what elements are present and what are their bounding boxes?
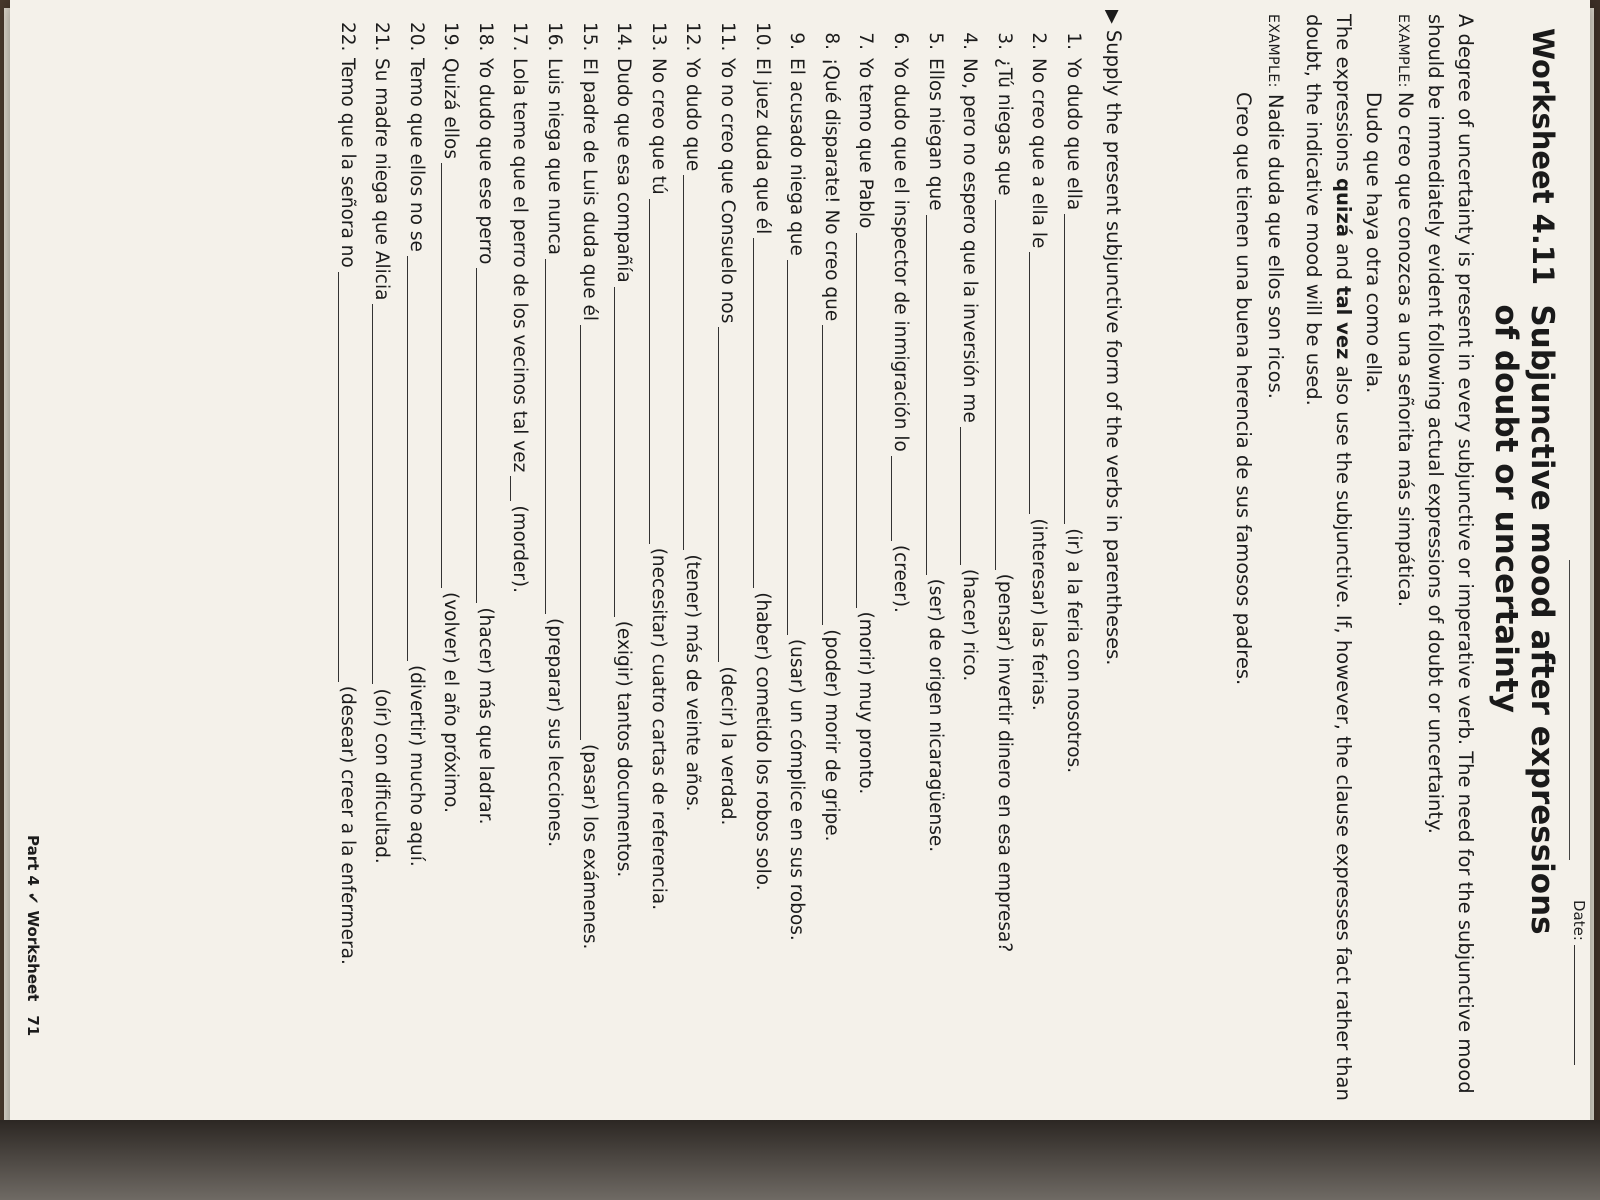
item-verb-hint: (tener) más de veinte años. [682, 554, 704, 812]
item-prompt: Yo no creo que Consuelo nos [717, 58, 739, 324]
item-number: 2. [1028, 32, 1050, 50]
item-verb-hint: (volver) el año próximo. [440, 591, 462, 813]
answer-blank[interactable] [822, 325, 845, 625]
item-prompt: ¿Tú niegas que [993, 58, 1015, 196]
item-number: 16. [544, 22, 566, 52]
item-number: 3. [993, 32, 1015, 50]
item-verb-hint: (hacer) más que ladrar. [474, 607, 496, 825]
item-verb-hint: (pasar) los exámenes. [578, 744, 600, 950]
exercise-item [744, 22, 779, 1142]
item-number: 22. [336, 22, 358, 52]
item-number: 13. [647, 22, 669, 52]
para2-text-c: also use the subjunctive. If, however, the clause expresses fact rather than doubt, the indicative mood will be used. [1302, 14, 1355, 1101]
item-prompt: No, pero no espero que la inversión me [959, 58, 981, 423]
item-prompt: El juez duda que él [751, 58, 773, 235]
item-prompt: El acusado niega que [786, 58, 808, 256]
page-footer [24, 835, 42, 1036]
exercise-item [329, 22, 364, 1142]
item-number: 1. [1063, 32, 1084, 50]
instructions-text: Supply the present subjunctive form of the verbs in parentheses. [1102, 29, 1125, 666]
answer-blank[interactable] [995, 200, 1018, 570]
para2-text-b: and [1332, 237, 1355, 287]
intro-section [1228, 14, 1480, 1134]
item-verb-hint: (haber) cometido los robos solo. [751, 592, 773, 891]
answer-blank[interactable] [580, 325, 603, 740]
answer-blank[interactable] [718, 327, 741, 662]
footer-part: Part 4 [24, 835, 42, 886]
item-number: 5. [924, 32, 946, 50]
item-prompt: No creo que a ella le [1028, 58, 1050, 249]
answer-blank[interactable] [1029, 252, 1052, 514]
item-verb-hint: (pensar) invertir dinero en esa empresa? [993, 573, 1015, 953]
exercise-item [917, 22, 952, 1142]
item-number: 4. [959, 32, 981, 50]
exercise-item [606, 22, 641, 1142]
item-prompt: Temo que la señora no [336, 58, 358, 268]
item-verb-hint: (exigir) tantos documentos. [613, 620, 635, 878]
intro-paragraph-1: A degree of uncertainty is present in every subjunctive or imperative verb. The need for the subjunctive mood should be immediately evident following actual expressions of doubt or uncertainty. [1424, 14, 1477, 1094]
answer-blank[interactable] [683, 175, 706, 550]
item-number: 17. [509, 22, 531, 52]
item-verb-hint: (ir) a la feria con nosotros. [1063, 528, 1084, 774]
date-blank [1574, 945, 1575, 1065]
page-number: 71 [24, 1015, 42, 1037]
example-2-line-1: Nadie duda que ellos son ricos. [1264, 94, 1287, 399]
answer-blank[interactable] [372, 304, 395, 684]
item-verb-hint: (decir) la verdad. [717, 666, 739, 826]
intro-paragraph-2 [1298, 14, 1358, 1134]
name-line [1569, 560, 1570, 860]
answer-blank[interactable] [753, 238, 776, 588]
exercise-item [398, 22, 433, 1142]
item-prompt: Ellos niegan que [924, 58, 946, 211]
example-2-line-2: Creo que tienen una buena herencia de sus famosos padres. [1232, 92, 1255, 686]
answer-blank[interactable] [787, 260, 810, 635]
item-prompt: Yo dudo que [682, 58, 704, 172]
item-verb-hint: (ser) de origen nicaragüense. [924, 578, 946, 853]
worksheet-heading: Subjunctive mood after expressions of doubt or uncertainty [1488, 304, 1560, 935]
item-verb-hint: (oír) con dificultad. [371, 688, 393, 864]
worksheet-title [1488, 28, 1560, 1128]
worksheet-number: Worksheet 4.11 [1526, 28, 1560, 286]
footer-label: Worksheet [24, 910, 42, 1002]
item-number: 12. [682, 22, 704, 52]
item-verb-hint: (morder). [509, 505, 531, 594]
item-prompt: Yo temo que Pablo [855, 58, 877, 229]
exercise-item [986, 22, 1021, 1142]
item-number: 21. [371, 22, 393, 52]
exercise-item [675, 22, 710, 1142]
answer-blank[interactable] [545, 259, 568, 614]
item-number: 9. [786, 32, 808, 50]
item-verb-hint: (poder) morir de gripe. [820, 629, 842, 842]
answer-blank[interactable] [891, 456, 914, 541]
item-prompt: Yo dudo que ella [1063, 58, 1084, 211]
item-number: 8. [820, 32, 842, 50]
item-number: 15. [578, 22, 600, 52]
answer-blank[interactable] [926, 215, 949, 575]
item-verb-hint: (necesitar) cuatro cartas de referencia. [647, 547, 669, 911]
item-number: 10. [751, 22, 773, 52]
answer-blank[interactable] [338, 272, 361, 682]
exercise-item [364, 22, 399, 1142]
exercise-item [502, 22, 537, 1142]
exercise-item [882, 22, 917, 1142]
item-number: 7. [855, 32, 877, 50]
item-prompt: Temo que ellos no se [405, 58, 427, 252]
answer-blank[interactable] [441, 163, 464, 588]
arrow-icon: ▶ [1102, 10, 1123, 24]
instructions [1102, 10, 1125, 665]
exercise-list [329, 22, 1090, 1142]
answer-blank[interactable] [856, 233, 879, 608]
exercise-item [571, 22, 606, 1142]
item-prompt: Quizá ellos [440, 58, 462, 159]
answer-blank[interactable] [407, 256, 430, 661]
exercise-item [709, 22, 744, 1142]
example-1-line-1: No creo que conozcas a una señorita más simpática. [1394, 92, 1417, 608]
item-prompt: Lola teme que el perro de los vecinos tal vez [509, 58, 531, 473]
item-verb-hint: (interesar) las ferias. [1028, 518, 1050, 711]
item-verb-hint: (morir) muy pronto. [855, 611, 877, 795]
item-prompt: Yo dudo que el inspector de inmigración lo [890, 58, 912, 452]
item-number: 19. [440, 22, 462, 52]
item-prompt: Su madre niega que Alicia [371, 58, 393, 301]
answer-blank[interactable] [649, 199, 672, 544]
answer-blank[interactable] [476, 268, 499, 603]
exercise-item [1021, 22, 1056, 1142]
para2-tal-vez: tal vez [1332, 286, 1355, 360]
item-prompt: El padre de Luis duda que él [578, 58, 600, 322]
item-verb-hint: (preparar) sus lecciones. [544, 618, 566, 848]
answer-blank[interactable] [614, 287, 637, 617]
item-verb-hint: (hacer) rico. [959, 568, 981, 682]
exercise-item [537, 22, 572, 1142]
exercise-item [813, 22, 848, 1142]
item-number: 6. [890, 32, 912, 50]
answer-blank[interactable] [960, 427, 983, 565]
answer-blank[interactable] [1064, 214, 1087, 524]
photo-bottom-shadow [0, 1120, 1600, 1200]
exercise-item [467, 22, 502, 1142]
item-prompt: Luis niega que nunca [544, 58, 566, 255]
item-verb-hint: (divertir) mucho aquí. [405, 664, 427, 867]
para2-quiza: quizá [1332, 178, 1355, 238]
exercise-item [640, 22, 675, 1142]
item-number: 18. [474, 22, 496, 52]
item-prompt: No creo que tú [647, 58, 669, 195]
item-verb-hint: (creer). [890, 544, 912, 613]
item-verb-hint: (desear) creer a la enfermera. [336, 685, 358, 965]
exercise-item [433, 22, 468, 1142]
item-prompt: ¡Qué disparate! No creo que [820, 58, 842, 322]
example-2 [1228, 14, 1290, 1134]
para2-text-a: The expressions [1332, 14, 1355, 179]
exercise-item [848, 22, 883, 1142]
item-verb-hint: (usar) un cómplice en sus robos. [786, 638, 808, 941]
answer-blank[interactable] [511, 476, 534, 501]
exercise-item [779, 22, 814, 1142]
example-1-line-2: Dudo que haya otra como ella. [1362, 92, 1385, 394]
example-1 [1358, 14, 1420, 1134]
item-prompt: Yo dudo que ese perro [474, 58, 496, 265]
item-number: 20. [405, 22, 427, 52]
exercise-item [952, 22, 987, 1142]
example-1-tag: EXAMPLE: [1395, 14, 1411, 88]
item-number: 11. [717, 22, 739, 52]
item-number: 14. [613, 22, 635, 52]
checkmark-icon: ✔ [24, 891, 42, 905]
rotated-page-content [10, 0, 1590, 1160]
exercise-item [1055, 22, 1090, 1142]
worksheet-page [10, 0, 1590, 1160]
date-field [1570, 900, 1588, 1065]
date-label: Date: [1570, 900, 1588, 941]
item-prompt: Dudo que esa compañía [613, 58, 635, 283]
example-2-tag: EXAMPLE: [1265, 14, 1281, 88]
